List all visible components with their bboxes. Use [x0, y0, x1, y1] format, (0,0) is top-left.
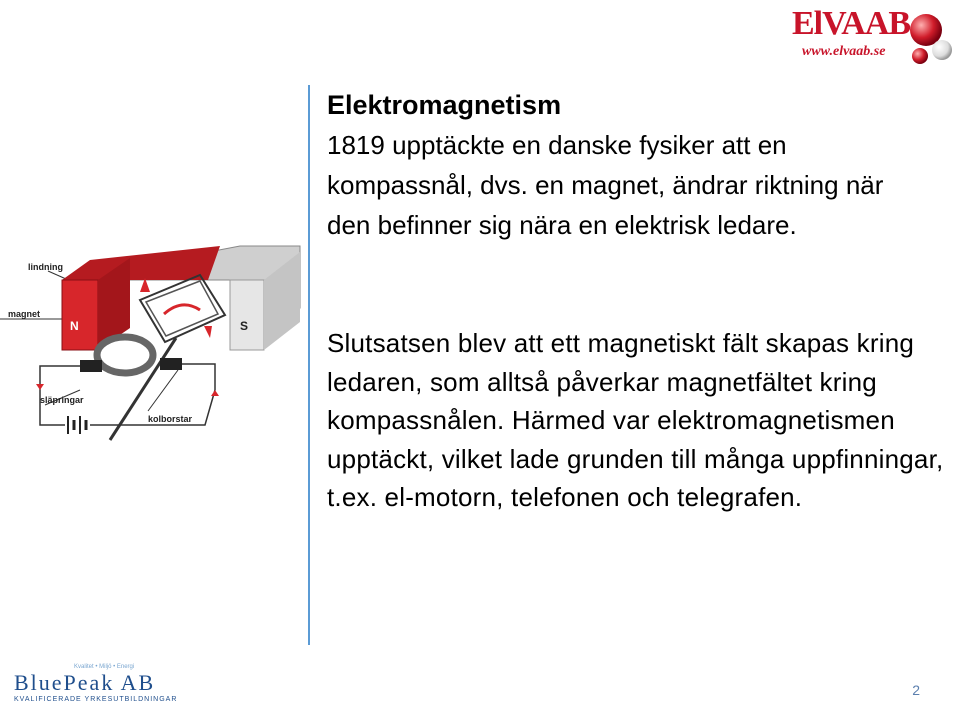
slapringar-label: släpringar: [40, 395, 84, 405]
elva-logo-brand: ElVAAB: [792, 5, 911, 42]
paragraph-conclusion: Slutsatsen blev att ett magnetiskt fält skapas kring ledaren, som alltså påverkar magnetfältet kring kompassnålen. Härmed var elektromagnetismen upptäckt, vilket lade grunden till många uppfinningar, t.ex. el-motorn, telefonen och telegrafen.: [327, 328, 944, 512]
slide-title: Elektromagnetism: [327, 90, 562, 120]
electric-motor-diagram: [0, 240, 305, 455]
brush-left: [80, 360, 102, 372]
brush-right: [160, 358, 182, 370]
rotation-arrow-icon: [164, 305, 200, 314]
bluepeak-arc-text: Kvalitet • Miljö • Energi: [74, 664, 135, 670]
lindning-label: lindning: [28, 262, 63, 272]
magnet-top-red: [62, 246, 220, 280]
paragraph-discovery: 1819 upptäckte en danske fysiker att en kompassnål, dvs. en magnet, ändrar riktning när den befinner sig nära en elektrisk ledare.: [327, 130, 884, 240]
slip-ring: [97, 337, 153, 373]
north-pole-block: [62, 280, 98, 350]
elva-logo-url: www.elvaab.se: [802, 44, 886, 59]
field-arrow-icon: [204, 326, 212, 338]
bluepeak-tagline: KVALIFICERADE YRKESUTBILDNINGAR: [14, 696, 178, 703]
page-number: 2: [912, 682, 920, 698]
current-arrow-icon: [36, 384, 44, 390]
bluepeak-logo: [14, 664, 178, 708]
coil-loop: [140, 275, 225, 342]
north-label: N: [70, 319, 79, 333]
kolborstar-label: kolborstar: [148, 414, 193, 424]
current-arrow-icon: [211, 390, 219, 396]
south-label: S: [240, 319, 249, 333]
bluepeak-name: BluePeak AB: [14, 670, 156, 695]
south-pole-block: [230, 280, 264, 350]
elva-logo-spheres-icon: [906, 8, 952, 68]
vertical-divider: [308, 85, 310, 645]
elva-logo: [792, 6, 952, 66]
magnet-label: magnet: [8, 309, 41, 319]
